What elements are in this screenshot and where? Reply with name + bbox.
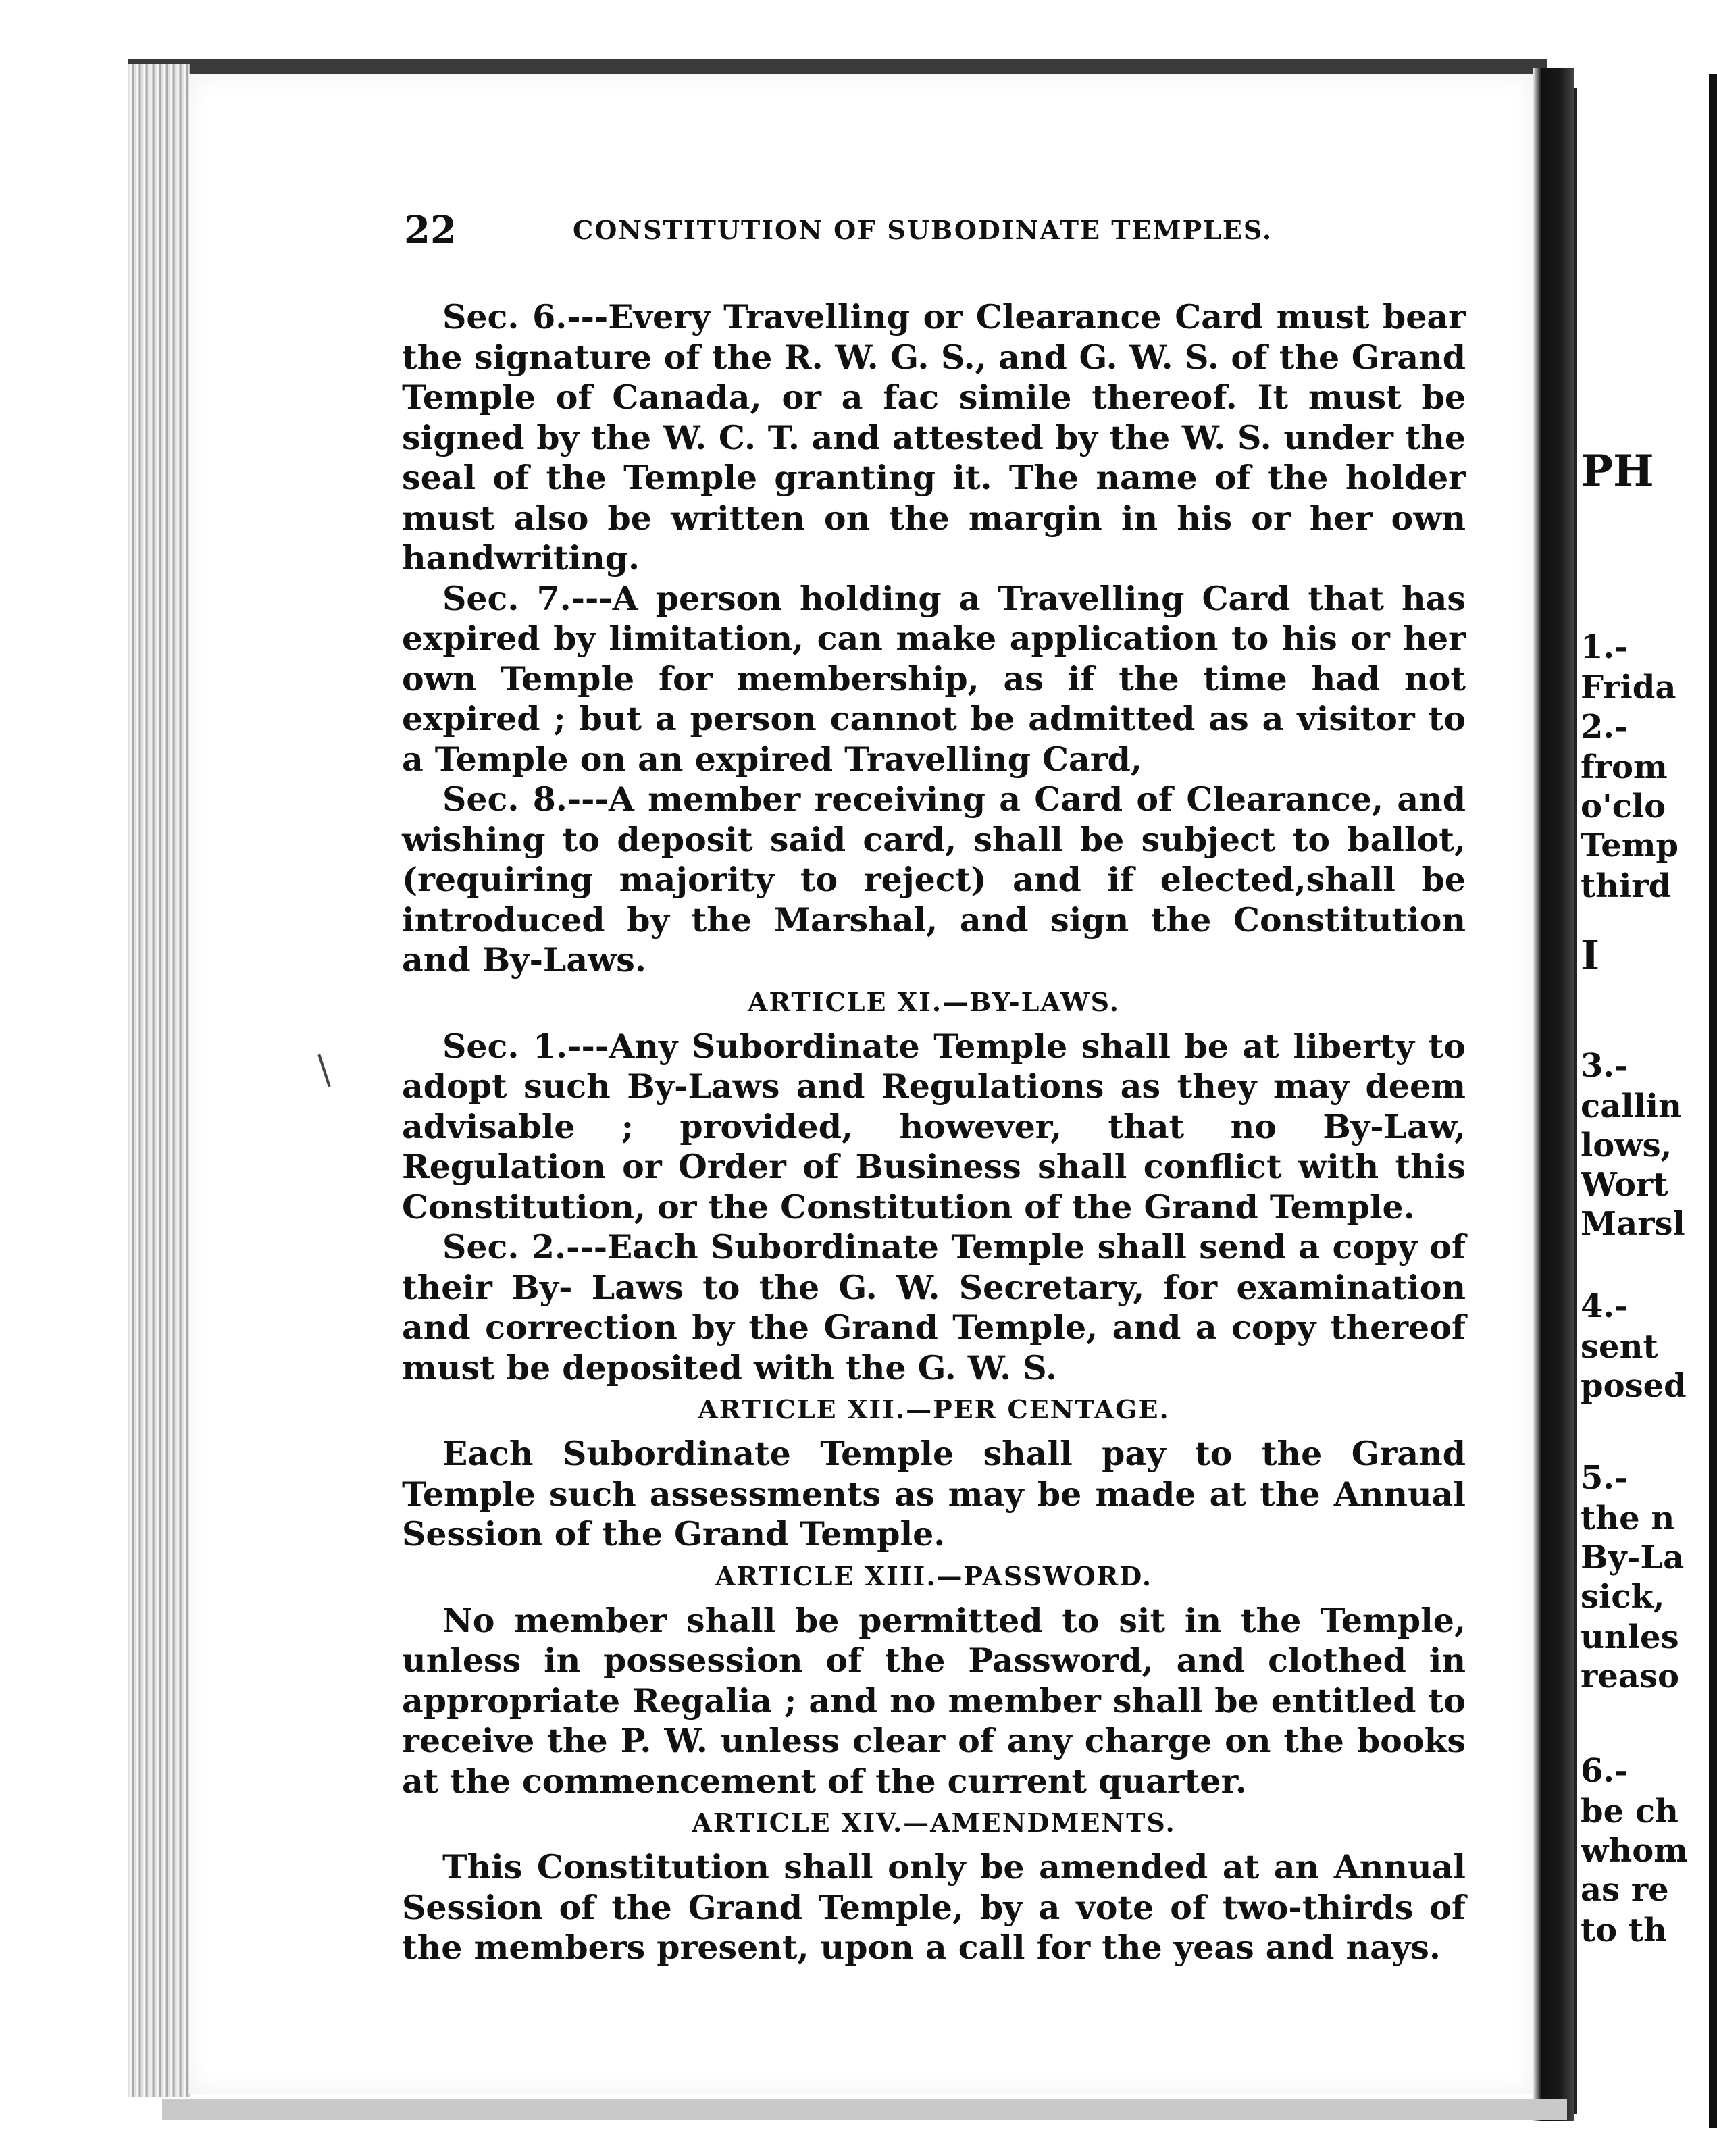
- section-paragraph: Sec. 1.---Any Subordinate Temple shall be at liberty to adopt such By-Laws and Regulations as they may deem advisable ; provided, however, that no By-Law, Regulation or Order of Business shall conflict with this Constitution, or the Constitution of the Grand Temple.: [402, 1026, 1466, 1227]
- section-paragraph: Sec. 2.---Each Subordinate Temple shall send a copy of their By- Laws to the G. W. Secretary, for examination and correction by the Grand Temple, and a copy thereof must be deposited with the G. W. S.: [402, 1227, 1466, 1387]
- scan-frame-bottom: [162, 2099, 1567, 2120]
- facing-page-fragment: 5.-: [1581, 1459, 1629, 1497]
- book-gutter: [1533, 68, 1574, 2121]
- scan-frame-right: [1709, 74, 1717, 2128]
- page-number: 22: [404, 208, 457, 253]
- facing-page-fragment: callin: [1581, 1087, 1682, 1125]
- running-title: CONSTITUTION OF SUBODINATE TEMPLES.: [573, 215, 1273, 245]
- facing-page-fragment: sick,: [1581, 1578, 1665, 1616]
- facing-page-fragment: unles: [1581, 1618, 1679, 1656]
- article-heading: ARTICLE XIV.—AMENDMENTS.: [692, 1807, 1176, 1838]
- facing-page-fragment: 3.-: [1581, 1047, 1629, 1085]
- facing-page-fragment: 2.-: [1581, 708, 1629, 746]
- facing-page-text: [1581, 0, 1709, 2156]
- section-paragraph: Sec. 8.---A member receiving a Card of Clearance, and wishing to deposit said card, shall be subject to ballot, (requiring majority to reject) and if elected,shall be introduced by the Marshal, and sign the Constitution and By-Laws.: [402, 779, 1466, 979]
- section-paragraph: Sec. 7.---A person holding a Travelling Card that has expired by limitation, can make application to his or her own Temple for membership, as if the time had not expired ; but a person cannot be admitted as a visitor to a Temple on an expired Travelling Card,: [402, 578, 1466, 779]
- facing-page-fragment: PH: [1581, 446, 1654, 496]
- section-paragraph: This Constitution shall only be amended at an Annual Session of the Grand Temple, by a vote of two-thirds of the members present, upon a call for the yeas and nays.: [402, 1847, 1466, 1967]
- facing-page-fragment: to th: [1581, 1911, 1667, 1949]
- facing-page-fragment: 4.-: [1581, 1287, 1629, 1325]
- facing-page-fragment: be ch: [1581, 1793, 1678, 1830]
- facing-page-fragment: posed: [1581, 1367, 1687, 1405]
- body-text: [402, 297, 1466, 1968]
- facing-page-fragment: By-La: [1581, 1539, 1685, 1576]
- facing-page-fragment: 6.-: [1581, 1752, 1629, 1790]
- article-heading: ARTICLE XI.—BY-LAWS.: [748, 986, 1120, 1017]
- facing-page-fragment: Temp: [1581, 827, 1679, 865]
- facing-page-fragment: the n: [1581, 1499, 1675, 1537]
- facing-page-fragment: 1.-: [1581, 628, 1629, 666]
- facing-page-fragment: from: [1581, 748, 1668, 786]
- facing-page-fragment: Frida: [1581, 669, 1676, 707]
- facing-page-fragment: as re: [1581, 1871, 1669, 1909]
- facing-page-fragment: whom: [1581, 1832, 1689, 1870]
- facing-page-fragment: I: [1581, 932, 1600, 979]
- facing-page-fragment: Marsl: [1581, 1205, 1685, 1243]
- facing-page-fragment: third: [1581, 867, 1672, 905]
- page-header: [404, 208, 1296, 255]
- book-page-edges: [128, 64, 190, 2097]
- section-paragraph: No member shall be permitted to sit in the Temple, unless in possession of the Password, and clothed in appropriate Regalia ; and no member shall be entitled to receive the P. W. unless clear of any charge on the books at the commencement of the current quarter.: [402, 1600, 1466, 1801]
- facing-page-fragment: o'clo: [1581, 788, 1666, 825]
- article-heading: ARTICLE XIII.—PASSWORD.: [715, 1560, 1153, 1591]
- facing-page-fragment: reaso: [1581, 1658, 1679, 1695]
- section-paragraph: Sec. 6.---Every Travelling or Clearance Card must bear the signature of the R. W. G. S., and G. W. S. of the Grand Temple of Canada, or a fac simile thereof. It must be signed by the W. C. T. and attested by the W. S. under the seal of the Temple granting it. The name of the holder must also be written on the margin in his or her own handwriting.: [402, 297, 1466, 578]
- facing-page-fragment: Wort: [1581, 1166, 1668, 1204]
- section-paragraph: Each Subordinate Temple shall pay to the Grand Temple such assessments as may be made at the Annual Session of the Grand Temple.: [402, 1434, 1466, 1554]
- facing-page-fragment: sent: [1581, 1328, 1658, 1366]
- article-heading: ARTICLE XII.—PER CENTAGE.: [698, 1394, 1170, 1424]
- facing-page-fragment: lows,: [1581, 1127, 1672, 1164]
